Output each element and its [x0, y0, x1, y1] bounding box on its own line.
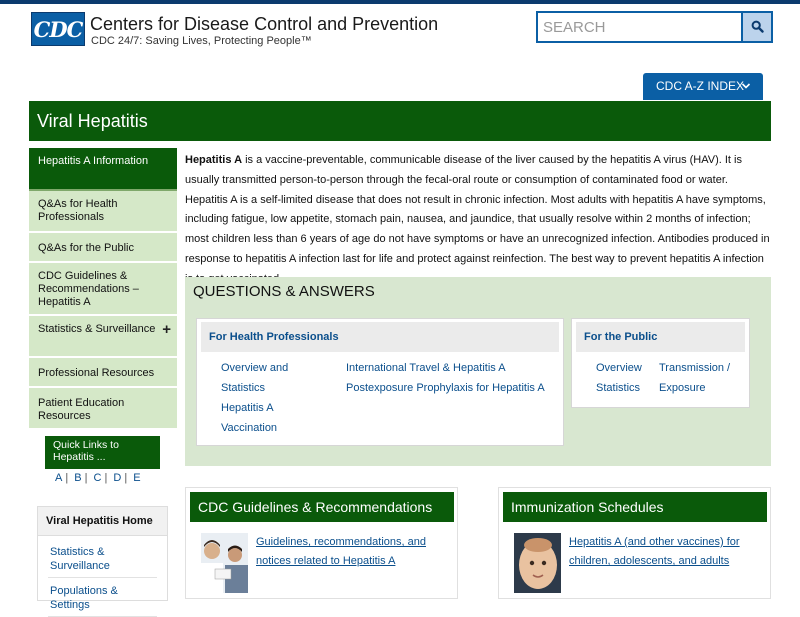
search-input[interactable] — [538, 13, 742, 41]
sidebar-item-statistics-surveillance[interactable] — [29, 316, 177, 358]
sidebar-link-populations[interactable]: Populations & Settings — [48, 578, 157, 617]
for-public-title: For the Public — [576, 322, 745, 352]
search-box — [536, 11, 773, 43]
sidebar-item-label: Professional Resources — [38, 367, 155, 379]
cdc-logo[interactable] — [31, 12, 85, 46]
alpha-link-d[interactable]: D — [113, 472, 122, 484]
baby-illustration — [514, 533, 561, 593]
viral-hepatitis-home-box — [37, 506, 168, 611]
expand-plus-icon[interactable]: + — [162, 321, 171, 338]
qa-link-transmission[interactable]: Transmission / Exposure — [659, 362, 731, 394]
page-title-bar — [29, 101, 771, 141]
sidebar-item-label: Statistics & Surveillance — [38, 323, 156, 335]
sidebar-item-label: Q&As for the Public — [38, 242, 134, 254]
alpha-link-c[interactable]: C — [93, 472, 102, 484]
qa-panel — [185, 277, 771, 466]
sidebar-item-qa-public[interactable] — [29, 233, 177, 263]
sidebar-item-label: Hepatitis A Information — [38, 155, 149, 167]
alpha-links — [52, 472, 144, 484]
sidebar-item-patient-education[interactable] — [29, 388, 177, 430]
alpha-link-b[interactable]: B — [74, 472, 82, 484]
top-accent-bar — [0, 0, 800, 4]
guidelines-feature — [185, 487, 458, 599]
qa-link-public-overview[interactable]: Overview Statistics — [596, 362, 642, 394]
sidebar-item-cdc-guidelines[interactable] — [29, 263, 177, 316]
sidebar-item-professional-resources[interactable] — [29, 358, 177, 388]
sidebar-item-qa-health-professionals[interactable] — [29, 191, 177, 233]
intro-text: is a vaccine-preventable, communicable disease of the liver caused by the hepatitis A virus (HAV). It is usually transmitted person-to-person through the fecal-oral route or consumption of contaminated food or water. Hepatitis A is a self-limited disease that does not result in chronic infection. Most adults with hepatitis A have symptoms, including fatigue, low appetite, stomach pain, nausea, and jaundice, that usually resolve within 2 months of infection; most children less than 6 years of age do not have symptoms or have an unrecognized infection. Antibodies produced in response to hepatitis A infection last for life and protect against reinfection. The best way to prevent hepatitis A infection — [185, 154, 770, 265]
az-index-label: CDC A-Z INDEX — [656, 79, 745, 93]
agency-name[interactable]: Centers for Disease Control and Prevention — [90, 14, 439, 34]
az-index-button[interactable] — [643, 73, 763, 100]
guidelines-feature-link[interactable]: Guidelines, recommendations, and notices related to Hepatitis A — [256, 536, 426, 568]
search-icon — [751, 20, 764, 33]
sidebar-item-label: Q&As for Health Professionals — [38, 198, 118, 223]
alpha-separator: | — [65, 472, 69, 484]
alpha-link-e[interactable]: E — [133, 472, 141, 484]
baby-photo — [514, 533, 561, 593]
doctor-patient-illustration — [201, 533, 248, 593]
qa-link-overview-statistics[interactable]: Overview and Statistics — [221, 362, 289, 394]
cdc-logo-text: CDC — [33, 17, 83, 42]
sidebar-item-hepatitis-a-information[interactable] — [29, 148, 177, 191]
page-title: Viral Hepatitis — [37, 111, 148, 131]
for-public-card — [571, 318, 750, 408]
alpha-separator: | — [104, 472, 108, 484]
guidelines-feature-title: CDC Guidelines & Recommendations — [190, 492, 454, 522]
qa-title: QUESTIONS & ANSWERS — [193, 283, 375, 300]
immunization-feature — [498, 487, 771, 599]
immunization-feature-title: Immunization Schedules — [503, 492, 767, 522]
chevron-down-icon — [741, 81, 751, 91]
qa-link-international-travel[interactable]: International Travel & Hepatitis A — [346, 362, 506, 374]
doctor-patient-photo — [201, 533, 248, 593]
quick-links-label: Quick Links to Hepatitis ... — [53, 439, 119, 463]
sidebar-nav — [29, 148, 177, 430]
sidebar-item-label: CDC Guidelines & Recommendations – Hepatitis A — [38, 270, 139, 308]
alpha-separator: | — [84, 472, 88, 484]
immunization-feature-link[interactable]: Hepatitis A (and other vaccines) for children, adolescents, and adults — [569, 536, 740, 568]
quick-links-heading — [45, 436, 160, 469]
health-professionals-card — [196, 318, 564, 446]
intro-bold-term: Hepatitis A — [185, 154, 243, 166]
sidebar-link-statistics[interactable]: Statistics & Surveillance — [48, 536, 157, 578]
intro-paragraph — [185, 151, 773, 290]
qa-link-vaccination[interactable]: Hepatitis A Vaccination — [221, 402, 278, 434]
health-professionals-title: For Health Professionals — [201, 322, 559, 352]
qa-link-postexposure[interactable]: Postexposure Prophylaxis for Hepatitis A — [346, 382, 545, 394]
viral-hepatitis-home-link[interactable]: Viral Hepatitis Home — [38, 507, 167, 536]
sidebar-item-label: Patient Education Resources — [38, 397, 125, 422]
alpha-link-a[interactable]: A — [55, 472, 63, 484]
agency-tagline: CDC 24/7: Saving Lives, Protecting People™ — [91, 35, 312, 47]
search-button[interactable] — [741, 13, 771, 41]
alpha-separator: | — [124, 472, 128, 484]
